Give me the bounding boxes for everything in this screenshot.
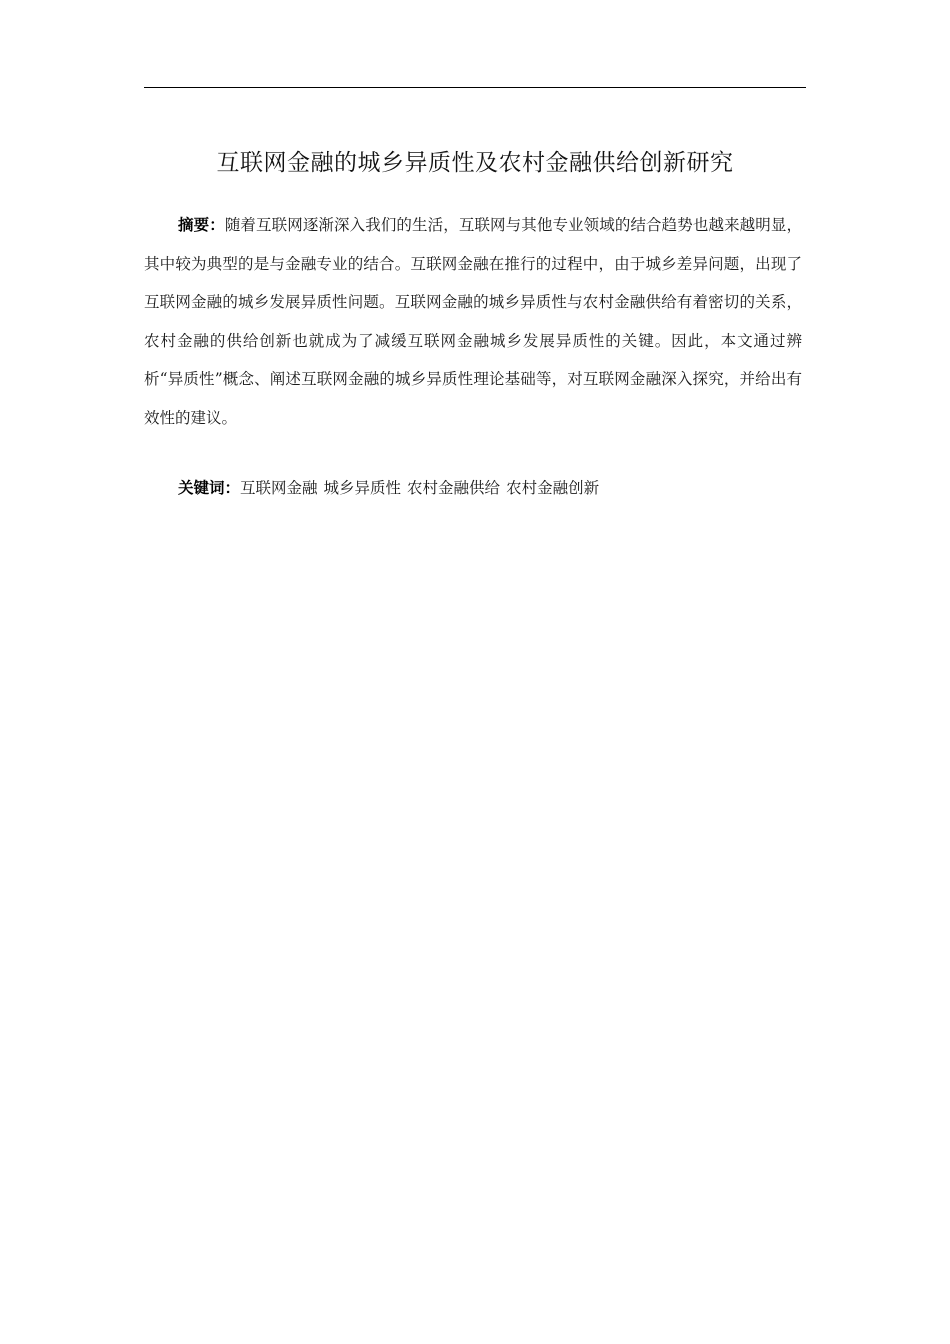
keyword-item: 城乡异质性 [323,479,402,497]
keywords-line [178,476,808,500]
abstract-text: 随着互联网逐渐深入我们的生活，互联网与其他专业领域的结合趋势也越来越明显，其中较为典型的是与金融专业的结合。互联网金融在推行的过程中，由于城乡差异问题，出现了互联网金融的城乡发展异质性问题。互联网金融的城乡异质性与农村金融供给有着密切的关系，农村金融的供给创新也就成为了减缓互联网金融城乡发展异质性的关键。因此，本文通过辨析“异质性”概念、阐述互联网金融的城乡异质性理论基础等，对互联网金融深入探究，并给出有效性的建议。 [144,216,802,427]
document-title: 互联网金融的城乡异质性及农村金融供给创新研究 [216,150,734,176]
keywords-label: 关键词： [178,479,241,497]
keyword-item: 互联网金融 [240,479,318,497]
header-rule [144,87,806,88]
abstract-label: 摘要： [178,216,225,234]
keyword-item: 农村金融创新 [506,479,600,497]
keyword-item: 农村金融供给 [407,479,501,497]
abstract-paragraph [144,206,802,437]
